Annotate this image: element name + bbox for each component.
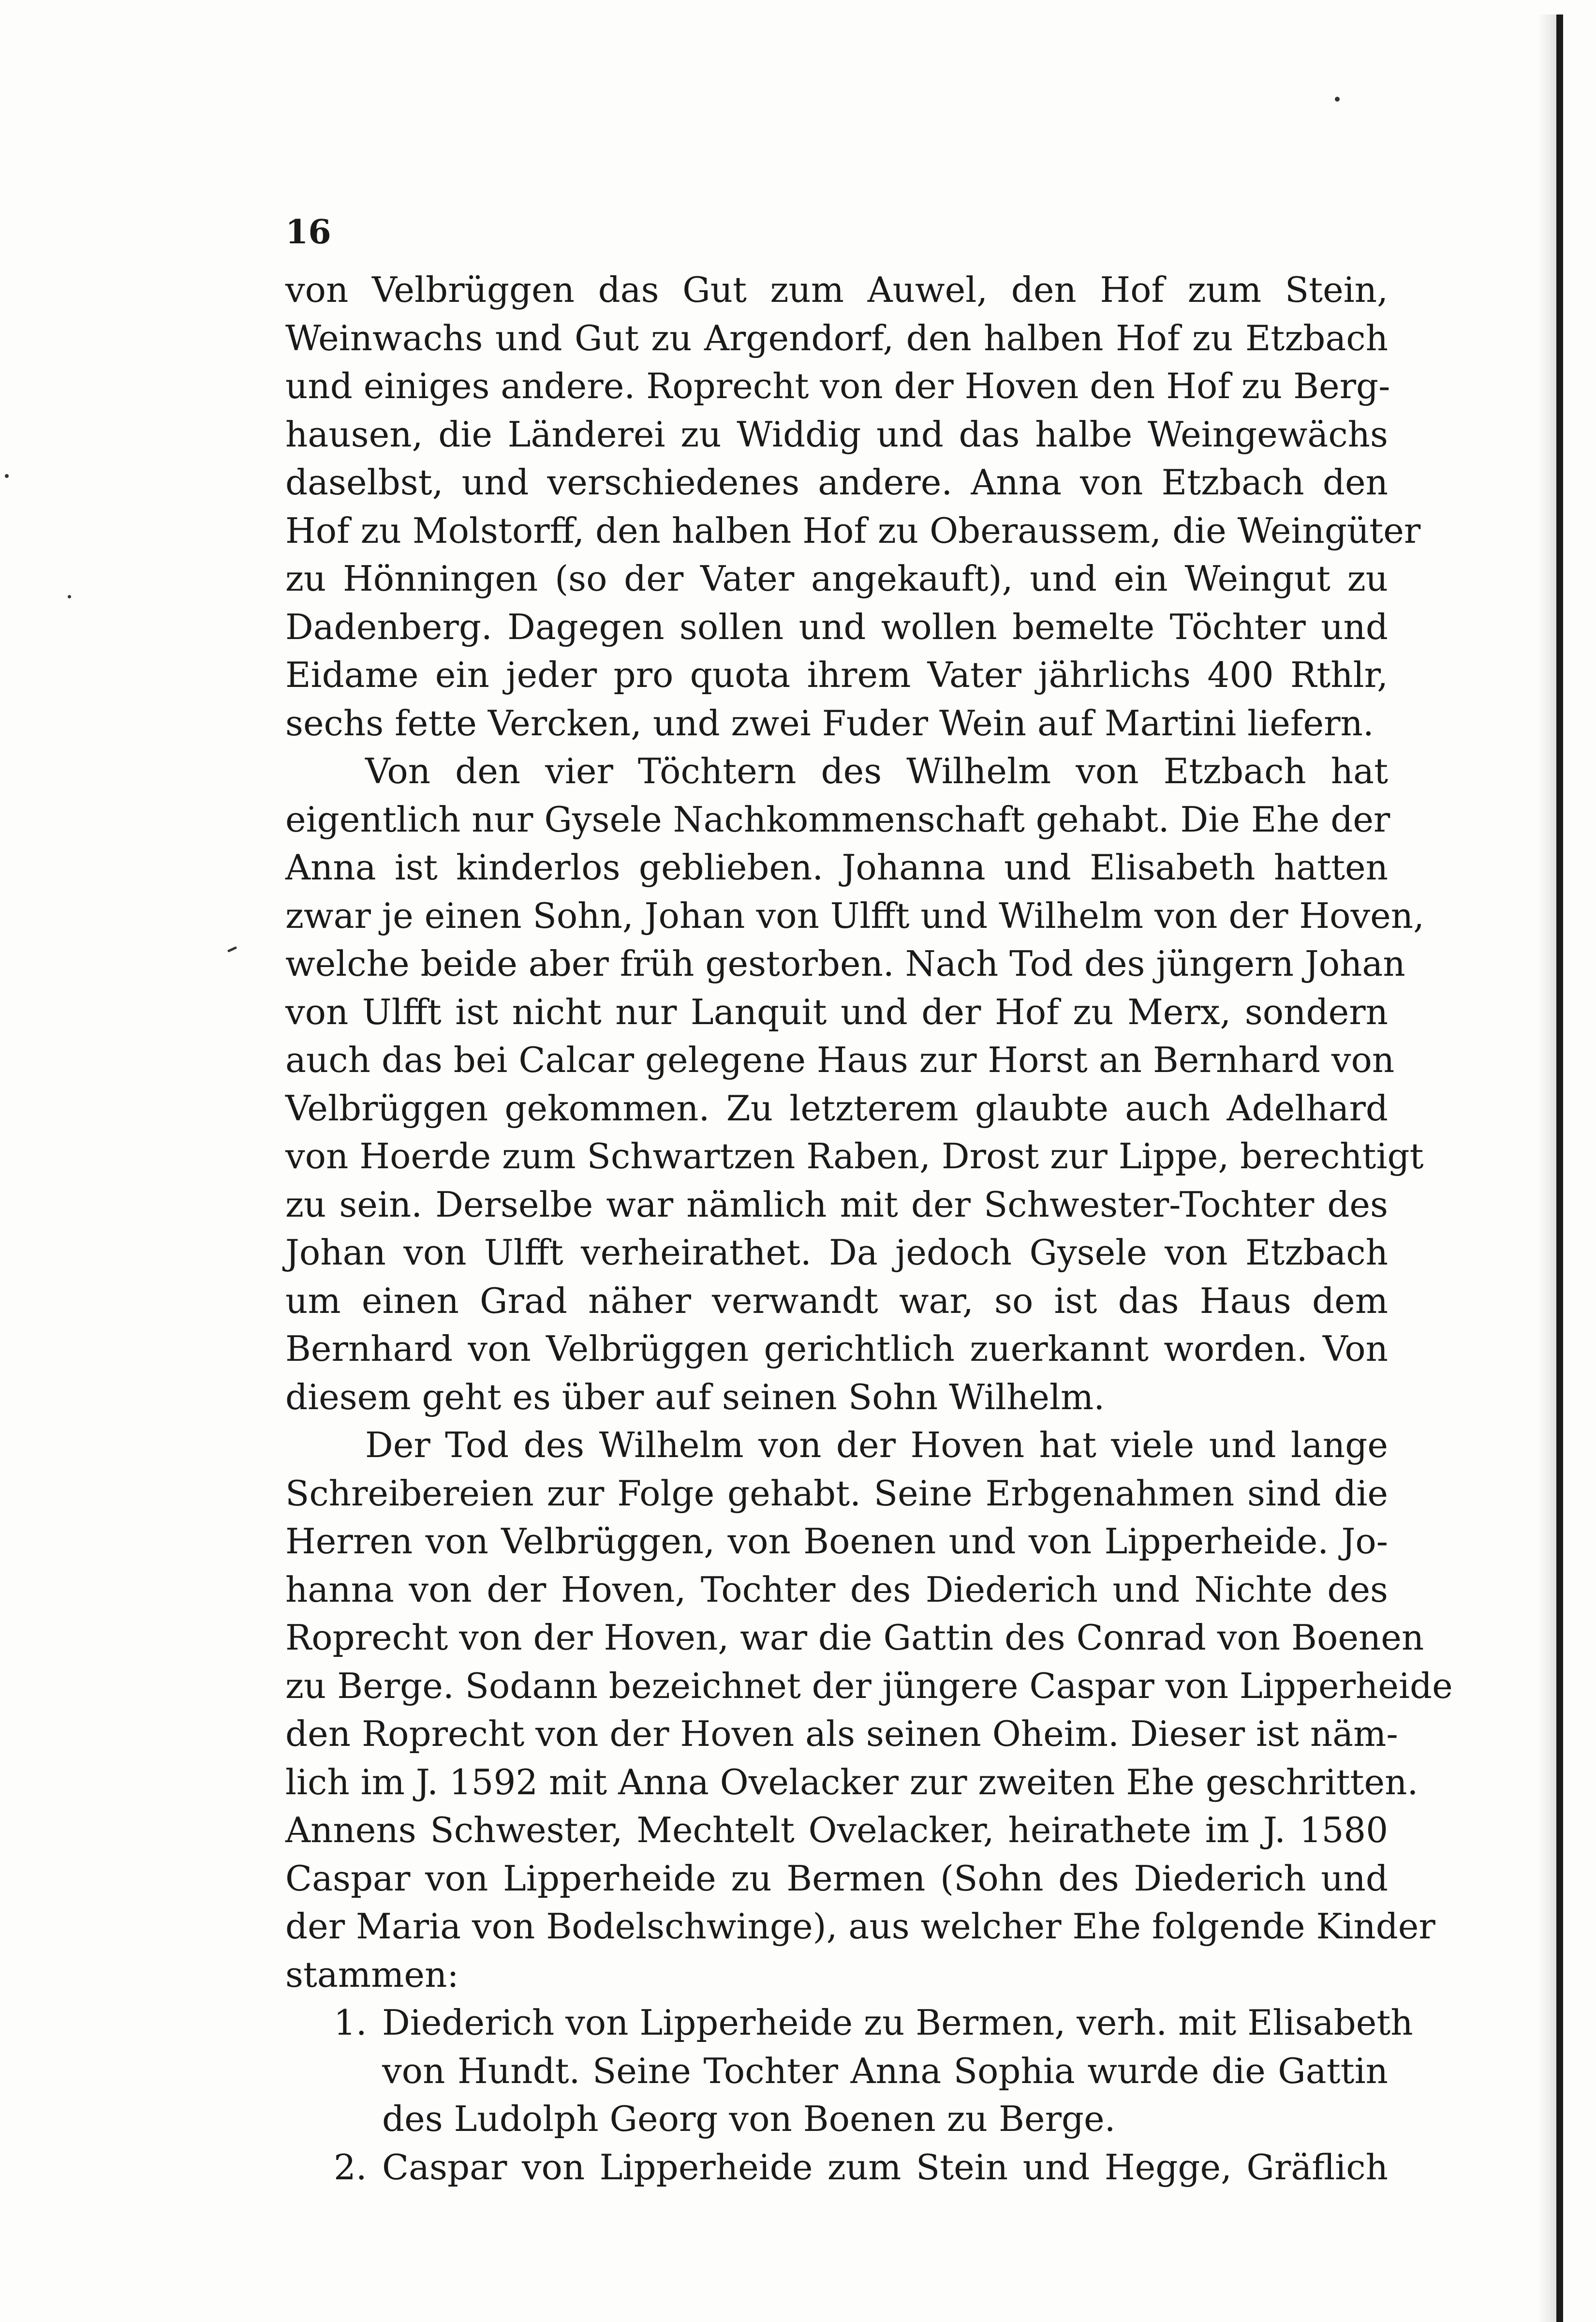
text-line: Anna ist kinderlos geblieben. Johanna und Elisabeth hatten [285,847,1388,888]
text-line: hausen, die Länderei zu Widdig und das halbe Weingewächs [285,414,1388,455]
list-number: 2. [334,2146,367,2188]
text-line: lich im J. 1592 mit Anna Ovelacker zur zweiten Ehe geschritten. [285,1761,1419,1802]
text-line: von Velbrüggen das Gut zum Auwel, den Hof zum Stein, [285,269,1388,310]
text-line: Velbrüggen gekommen. Zu letzterem glaubte auch Adelhard [285,1087,1388,1129]
text-line: welche beide aber früh gestorben. Nach Tod des jüngern Johan [285,943,1405,984]
text-line: den Roprecht von der Hoven als seinen Oheim. Dieser ist näm- [285,1713,1398,1754]
text-line: hanna von der Hoven, Tochter des Diederich und Nichte des [285,1569,1388,1610]
text-line: Hof zu Molstorff, den halben Hof zu Oberaussem, die Weingüter [285,510,1421,551]
scan-speck [1335,97,1340,102]
text-line: diesem geht es über auf seinen Sohn Wilhelm. [285,1376,1105,1417]
text-line: zwar je einen Sohn, Johan von Ulfft und Wilhelm von der Hoven, [285,895,1425,936]
text-line: und einiges andere. Roprecht von der Hoven den Hof zu Berg- [285,366,1390,406]
text-line: eigentlich nur Gysele Nachkommenschaft gehabt. Die Ehe der [285,799,1390,840]
list-line: des Ludolph Georg von Boenen zu Berge. [382,2099,1116,2139]
text-line: sechs fette Vercken, und zwei Fuder Wein auf Martini liefern. [285,702,1374,744]
scan-shadow [1538,15,1556,2322]
scan-edge-border [1556,15,1563,2322]
text-line: Eidame ein jeder pro quota ihrem Vater jährlichs 400 Rthlr, [285,655,1388,695]
text-line: Dadenberg. Dagegen sollen und wollen bemelte Töchter und [285,606,1388,647]
text-line: der Maria von Bodelschwinge), aus welcher Ehe folgende Kinder [285,1906,1435,1947]
text-line: Weinwachs und Gut zu Argendorf, den halben Hof zu Etzbach [285,317,1388,358]
list-line: Diederich von Lipperheide zu Bermen, verh. mit Elisabeth [382,2002,1413,2043]
text-line: Roprecht von der Hoven, war die Gattin des Conrad von Boenen [285,1617,1424,1658]
list-number: 1. [334,2002,367,2043]
list-line: von Hundt. Seine Tochter Anna Sophia wurde die Gattin [382,2050,1388,2091]
page-number: 16 [285,213,331,252]
text-line: Annens Schwester, Mechtelt Ovelacker, heirathete im J. 1580 [285,1810,1388,1850]
text-line: Bernhard von Velbrüggen gerichtlich zuerkannt worden. Von [285,1328,1388,1369]
text-line: zu Berge. Sodann bezeichnet der jüngere Caspar von Lipperheide [285,1665,1453,1706]
list-item [285,2143,1388,2192]
text-line: Schreibereien zur Folge gehabt. Seine Erbgenahmen sind die [285,1473,1388,1514]
text-line: von Ulfft ist nicht nur Lanquit und der Hof zu Merx, sondern [285,991,1388,1032]
text-line: zu Hönningen (so der Vater angekauft), und ein Weingut zu [285,558,1388,599]
scan-speck [68,595,71,598]
body-text [285,266,1453,2191]
text-line: Johan von Ulfft verheirathet. Da jedoch Gysele von Etzbach [285,1232,1388,1273]
text-line: Der Tod des Wilhelm von der Hoven hat viele und lange [365,1425,1388,1465]
scan-speck [5,474,9,478]
scan-speck [227,946,237,953]
text-line: stammen: [285,1954,459,1995]
text-line: um einen Grad näher verwandt war, so ist das Haus dem [285,1280,1388,1321]
text-line: Herren von Velbrüggen, von Boenen und von Lipperheide. Jo- [285,1521,1388,1562]
text-line: von Hoerde zum Schwartzen Raben, Drost zur Lippe, berechtigt [285,1136,1424,1176]
text-line: zu sein. Derselbe war nämlich mit der Schwester-Tochter des [285,1184,1388,1225]
numbered-list [285,1999,1413,2191]
text-line: Von den vier Töchtern des Wilhelm von Etzbach hat [365,751,1388,791]
list-item [285,1999,1413,2047]
text-line: Caspar von Lipperheide zu Bermen (Sohn des Diederich und [285,1858,1388,1899]
text-line: auch das bei Calcar gelegene Haus zur Horst an Bernhard von [285,1040,1395,1080]
text-line: daselbst, und verschiedenes andere. Anna von Etzbach den [285,462,1388,503]
list-line: Caspar von Lipperheide zum Stein und Hegge, Gräflich [382,2146,1388,2188]
